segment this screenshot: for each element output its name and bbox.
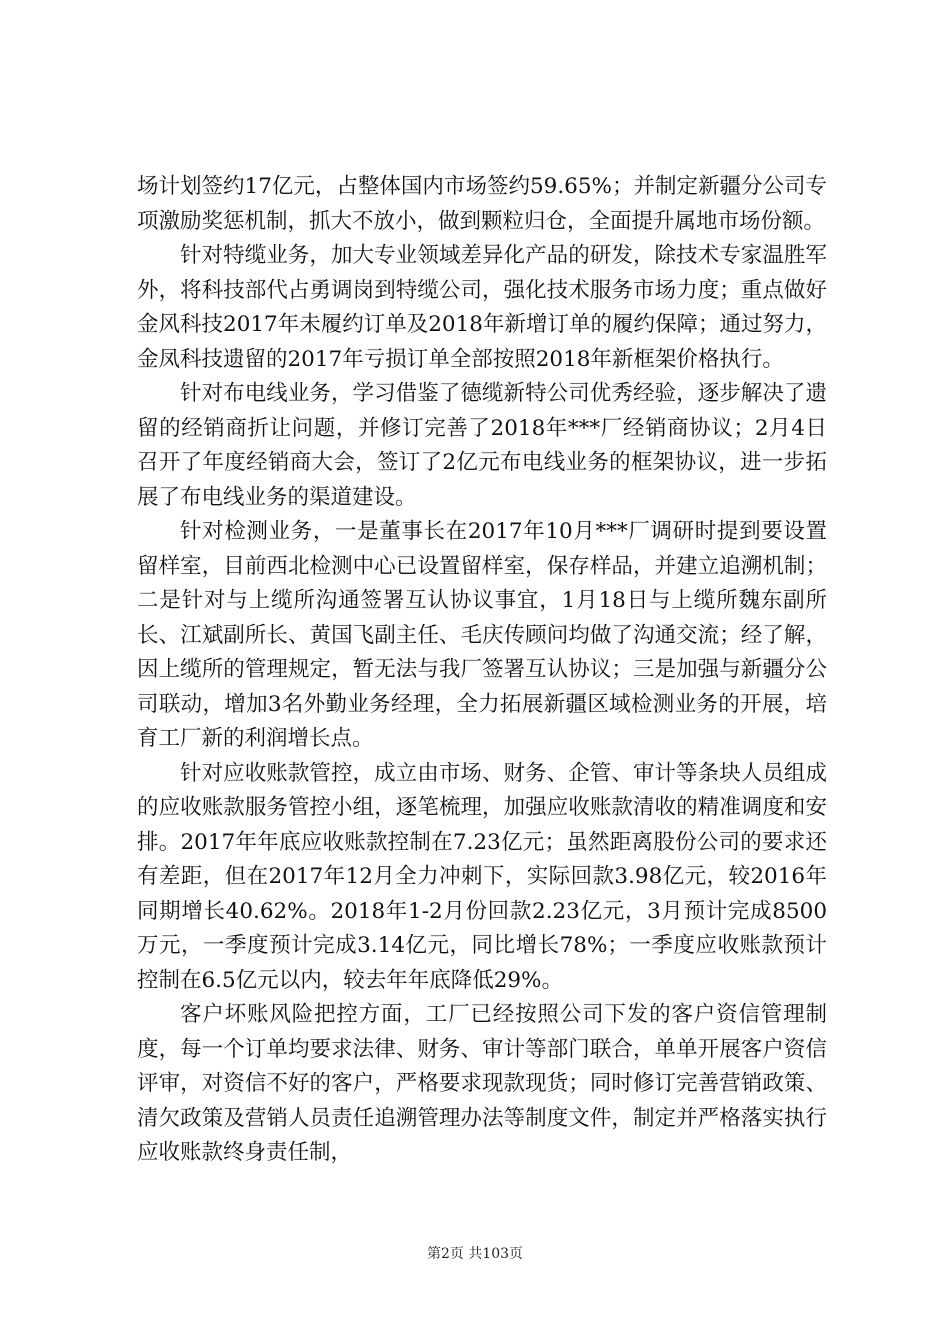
paragraph-receivables: 针对应收账款管控，成立由市场、财务、企管、审计等条块人员组成的应收账款服务管控小组，逐笔梳理，加强应收账款清收的精准调度和安排。2017年年底应收账款控制在7.23亿元；虽然距离股份公司的要求还有差距，但在2017年12月全力冲刺下，实际回款3.98亿元，较2016年同期增长40.62%。2018年1-2月份回款2.23亿元，3月预计完成8500万元，一季度预计完成3.14亿元，同比增长78%；一季度应收账款预计控制在6.5亿元以内，较去年年底降低29%。 [137,760,827,993]
paragraph-testing-business: 针对检测业务，一是董事长在2017年10月***厂调研时提到要设置留样室，目前西北检测中心已设置留样室，保存样品，并建立追溯机制；二是针对与上缆所沟通签署互认协议事宜，1月18日与上缆所魏东副所长、江斌副所长、黄国飞副主任、毛庆传顾问均做了沟通交流；经了解，因上缆所的管理规定，暂无法与我厂签署互认协议；三是加强与新疆分公司联动，增加3名外勤业务经理，全力拓展新疆区域检测业务的开展，培育工厂新的利润增长点。 [137,519,827,751]
document-body [137,170,827,1171]
paragraph-bad-debt-risk: 客户坏账风险把控方面，工厂已经按照公司下发的客户资信管理制度，每一个订单均要求法律、财务、审计等部门联合，单单开展客户资信评审，对资信不好的客户，严格要求现款现货；同时修订完善营销政策、清欠政策及营销人员责任追溯管理办法等制度文件，制定并严格落实执行应收账款终身责任制， [137,1002,827,1165]
page-number-footer: 第2页 共103页 [426,1246,524,1262]
paragraph-wire-business: 针对布电线业务，学习借鉴了德缆新特公司优秀经验，逐步解决了遗留的经销商折让问题，并修订完善了2018年***厂经销商协议；2月4日召开了年度经销商大会，签订了2亿元布电线业务的框架协议，进一步拓展了布电线业务的渠道建设。 [137,381,827,510]
paragraph-special-cable: 针对特缆业务，加大专业领域差异化产品的研发，除技术专家温胜军外，将科技部代占勇调岗到特缆公司，强化技术服务市场力度；重点做好金风科技2017年未履约订单及2018年新增订单的履约保障；通过努力，金凤科技遗留的2017年亏损订单全部按照2018年新框架价格执行。 [137,243,827,372]
paragraph-continued: 场计划签约17亿元，占整体国内市场签约59.65%；并制定新疆分公司专项激励奖惩机制，抓大不放小，做到颗粒归仓，全面提升属地市场份额。 [137,174,827,234]
